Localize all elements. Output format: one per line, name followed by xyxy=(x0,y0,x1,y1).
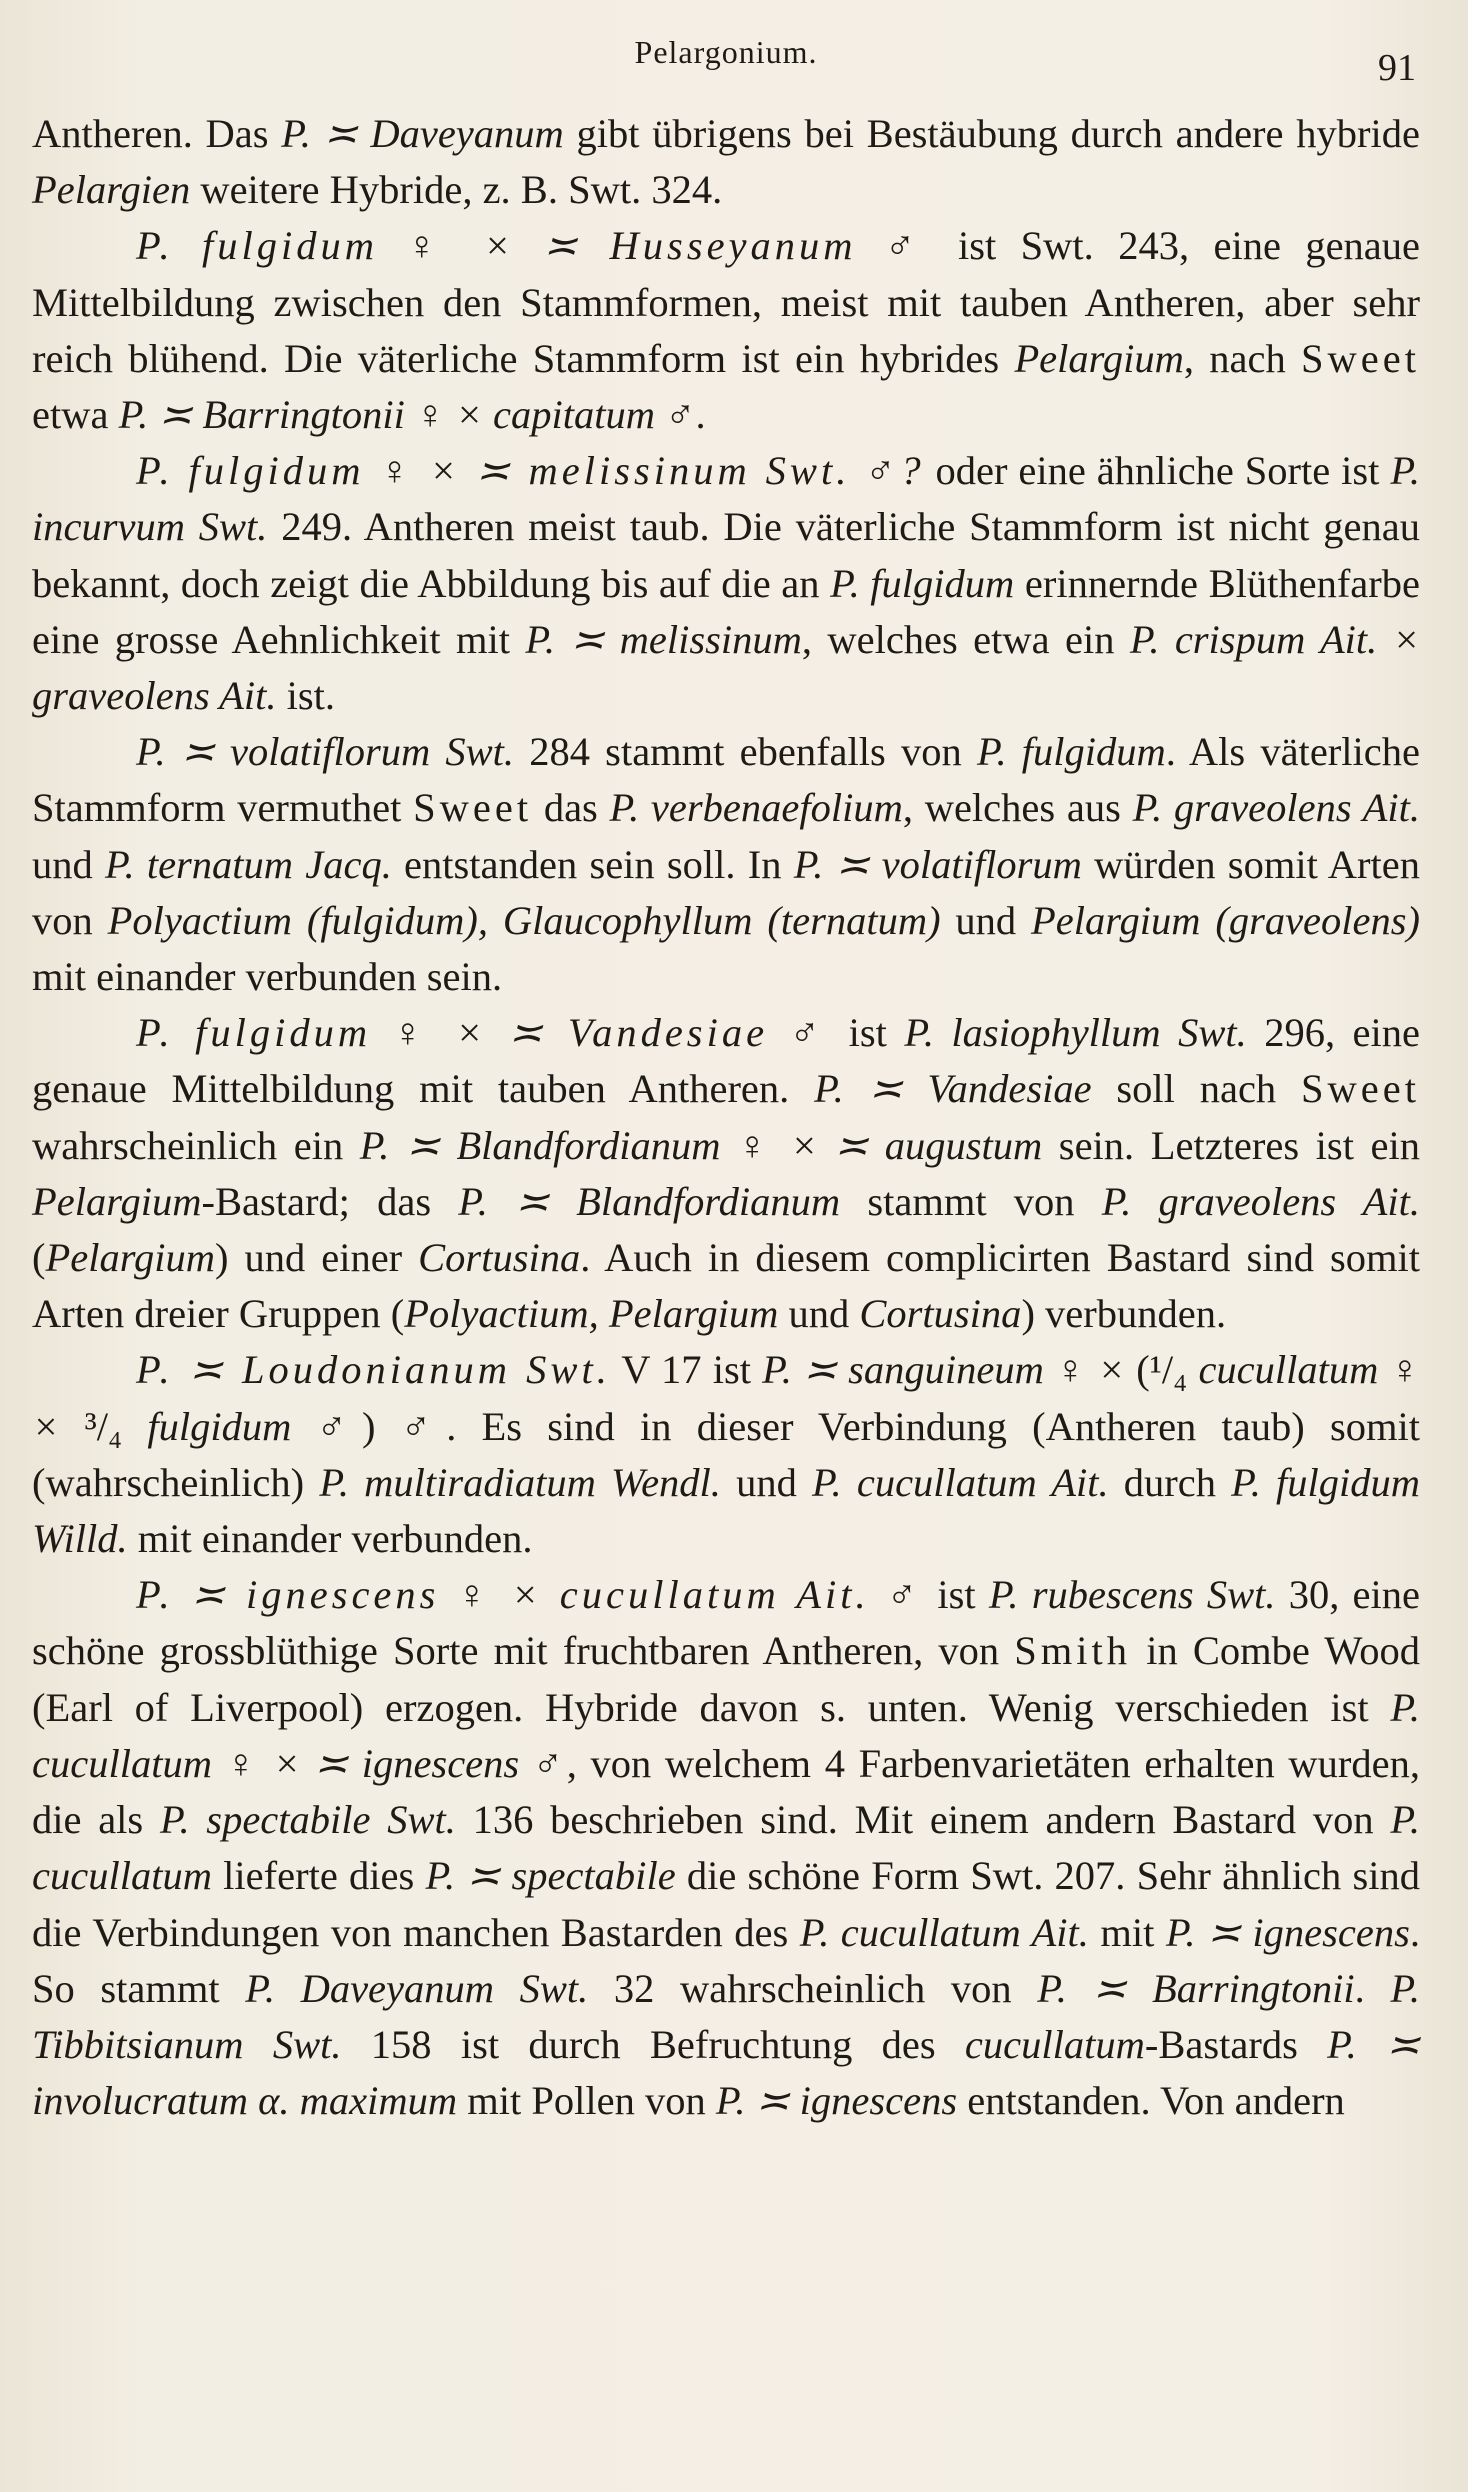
italic-text-segment: P. graveolens Ait. xyxy=(1101,1178,1420,1224)
text-segment: weitere Hybride, z. B. Swt. 324. xyxy=(190,167,723,213)
text-segment: erinnernde Blüthenfarbe eine grosse Aehnlichkeit mit xyxy=(32,560,1420,662)
text-segment: sein. Letzteres ist ein xyxy=(1042,1122,1420,1168)
page-header xyxy=(32,28,1420,106)
text-segment: Sweet xyxy=(1301,335,1420,381)
italic-text-segment: P. ≍ Daveyanum xyxy=(281,111,564,156)
text-segment: stammt von xyxy=(840,1178,1102,1224)
italic-text-segment: P. multiradiatum Wendl. xyxy=(319,1459,721,1505)
italic-text-segment: P. ≍ Vandesiae xyxy=(814,1066,1092,1112)
text-segment: ist Swt. 243, eine genaue Mittelbildung zwischen den Stammformen, meist mit tauben Antheren, aber sehr reich blühend. Die väterliche Stammform ist ein hybrides xyxy=(32,223,1420,381)
italic-text-segment: Pelargium xyxy=(32,1178,202,1224)
text-segment: Antheren. Das xyxy=(32,111,282,156)
italic-text-segment: P. fulgidum xyxy=(830,560,1015,606)
italic-text-segment: P. ≍ volatiflorum xyxy=(793,841,1082,887)
italic-text-segment: Polyactium, Pelargium xyxy=(404,1291,779,1337)
text-segment: durch xyxy=(1108,1459,1232,1505)
text-segment: 249. Antheren meist taub. Die väterliche Stammform ist nicht genau bekannt, doch zeigt die Abbildung bis auf die an xyxy=(32,504,1420,606)
text-segment: und xyxy=(720,1459,813,1505)
text-segment: und xyxy=(940,897,1032,943)
text-segment: ist. xyxy=(276,673,335,719)
text-segment: die schöne Form Swt. 207. Sehr ähnlich sind die Verbindungen von manchen Bastarden des xyxy=(32,1853,1420,1955)
text-segment: . xyxy=(1354,1965,1391,2011)
italic-text-segment: cucullatum ♀ × xyxy=(32,1347,1420,1449)
italic-text-segment: P. ternatum Jacq. xyxy=(104,841,392,887)
italic-text-segment: P. cucullatum Ait. xyxy=(799,1909,1089,1955)
italic-text-segment: P. ≍ melissinum xyxy=(525,616,802,662)
italic-text-segment: P. cucullatum xyxy=(32,1797,1421,1899)
text-segment: etwa xyxy=(32,392,119,438)
paragraph xyxy=(32,218,1420,443)
italic-text-segment: P. fulgidum ♀ × ≍ Vandesiae ♂ xyxy=(136,1010,832,1056)
text-segment: mit Pollen von xyxy=(457,2078,716,2124)
text-segment: -Bastards xyxy=(1144,2021,1328,2067)
text-segment: das xyxy=(532,785,610,831)
text-segment: -Bastard; das xyxy=(201,1178,459,1224)
text-segment: ) ♂. Es sind in dieser Verbindung (Antheren taub) somit (wahrscheinlich) xyxy=(32,1403,1420,1505)
italic-text-segment: P. ≍ ignescens xyxy=(1165,1909,1410,1955)
text-segment: Smith xyxy=(1014,1628,1132,1674)
text-segment: . So stammt xyxy=(32,1909,1420,2011)
italic-text-segment: P. ≍ Barringtonii ♀ × capitatum ♂ xyxy=(118,392,696,438)
italic-text-segment: P. cucullatum ♀ × ≍ ignescens ♂ xyxy=(32,1684,1420,1786)
running-title: Pelargonium. xyxy=(634,34,818,70)
text-segment: mit xyxy=(1088,1909,1166,1955)
italic-text-segment: P. incurvum Swt. xyxy=(32,448,1420,550)
text-segment: ) und einer xyxy=(214,1235,419,1281)
italic-text-segment: P. Tibbitsianum Swt. xyxy=(32,1965,1421,2067)
italic-text-segment: Pelargien xyxy=(32,167,191,213)
paragraph xyxy=(32,443,1420,724)
italic-text-segment: P. crispum Ait. × graveolens Ait. xyxy=(32,616,1420,719)
italic-text-segment: P. Daveyanum Swt. xyxy=(245,1965,589,2011)
paragraph xyxy=(32,106,1420,218)
italic-text-segment: P. ≍ ignescens xyxy=(715,2078,958,2124)
text-segment: Sweet xyxy=(1301,1066,1420,1112)
italic-text-segment: P. ≍ Barringtonii xyxy=(1037,1965,1355,2011)
text-segment: in Combe Wood (Earl of Liverpool) erzogen. Hybride davon s. unten. Wenig verschieden ist xyxy=(32,1628,1421,1730)
text-segment: und xyxy=(778,1291,860,1337)
text-segment: 158 ist durch Befruchtung des xyxy=(341,2021,965,2067)
paragraph xyxy=(32,1567,1420,2129)
italic-text-segment: P. lasiophyllum Swt. xyxy=(904,1010,1247,1056)
italic-text-segment: cucullatum xyxy=(964,2021,1145,2067)
paragraph xyxy=(32,1342,1420,1567)
text-segment: , von welchem 4 Farbenvarietäten erhalten wurden, die als xyxy=(32,1740,1421,1843)
text-segment: 136 beschrieben sind. Mit einem andern Bastard von xyxy=(455,1797,1391,1843)
text-segment: . xyxy=(695,392,706,438)
text-segment: ) verbunden. xyxy=(1021,1291,1227,1337)
text-segment: soll nach xyxy=(1091,1066,1302,1112)
italic-text-segment: Polyactium (fulgidum), Glaucophyllum (ternatum) xyxy=(107,897,941,943)
text-segment: mit einander verbunden sein. xyxy=(32,954,503,1000)
italic-text-segment: P. rubescens Swt. xyxy=(988,1572,1276,1618)
text-segment: und xyxy=(32,841,105,887)
italic-text-segment: P. fulgidum ♀ × ≍ Husseyanum ♂ xyxy=(136,223,934,269)
italic-text-segment: Pelargium xyxy=(1014,335,1184,381)
text-segment: lieferte dies xyxy=(211,1853,426,1899)
italic-text-segment: Pelargium xyxy=(45,1235,215,1281)
text-segment: oder eine ähnliche Sorte ist xyxy=(924,448,1391,494)
text-segment: Sweet xyxy=(413,785,533,831)
text-segment: 284 stammt ebenfalls von xyxy=(514,729,977,775)
text-segment: V 17 ist xyxy=(610,1347,763,1393)
text-segment: ³/₄ xyxy=(59,1403,148,1449)
text-segment: 32 wahrscheinlich von xyxy=(588,1965,1038,2011)
text-segment: , welches aus xyxy=(902,785,1133,831)
text-segment: . Als väterliche Stammform vermuthet xyxy=(32,729,1420,831)
text-segment: 30, eine schöne grossblüthige Sorte mit fruchtbaren Antheren, von xyxy=(32,1572,1421,1674)
page-number: 91 xyxy=(1378,47,1416,89)
text-segment: ist xyxy=(831,1010,905,1056)
text-segment: ( xyxy=(32,1235,46,1281)
italic-text-segment: P. fulgidum xyxy=(976,729,1166,775)
italic-text-segment: P. ≍ Blandfordianum ♀ × ≍ augustum xyxy=(359,1122,1043,1168)
italic-text-segment: P. ≍ ignescens ♀ × cucullatum Ait. ♂ xyxy=(136,1572,925,1618)
text-segment: ist xyxy=(924,1572,989,1618)
italic-text-segment: Cortusina xyxy=(859,1291,1022,1337)
italic-text-segment: P. verbenaefolium xyxy=(609,785,903,831)
text-segment: . Auch in diesem complicirten Bastard sind somit Arten dreier Gruppen ( xyxy=(32,1235,1420,1337)
italic-text-segment: P. graveolens Ait. xyxy=(1132,785,1420,831)
text-segment: , nach xyxy=(1183,335,1302,381)
italic-text-segment: P. fulgidum ♀ × ≍ melissinum Swt. ♂? xyxy=(136,448,925,494)
text-segment: würden somit Arten von xyxy=(32,841,1421,943)
text-segment: mit einander verbunden. xyxy=(127,1516,533,1562)
text-segment: 296, eine genaue Mittelbildung mit tauben Antheren. xyxy=(32,1010,1420,1112)
italic-text-segment: P. cucullatum Ait. xyxy=(812,1459,1109,1505)
italic-text-segment: P. ≍ sanguineum ♀ × xyxy=(762,1347,1126,1393)
italic-text-segment: P. ≍ involucratum α. maximum xyxy=(32,2021,1421,2124)
italic-text-segment: P. ≍ Blandfordianum xyxy=(458,1178,841,1224)
italic-text-segment: P. fulgidum Willd. xyxy=(32,1459,1420,1562)
body-text xyxy=(32,106,1420,2129)
text-segment: , welches etwa ein xyxy=(801,616,1130,662)
italic-text-segment: P. spectabile Swt. xyxy=(159,1797,456,1843)
paragraph xyxy=(32,724,1420,1005)
italic-text-segment: P. ≍ spectabile xyxy=(425,1853,676,1899)
text-segment: wahrscheinlich ein xyxy=(32,1122,360,1168)
italic-text-segment: P. ≍ volatiflorum Swt. xyxy=(136,729,515,775)
paragraph xyxy=(32,1005,1420,1342)
text-segment: entstanden sein soll. In xyxy=(391,841,794,887)
italic-text-segment: P. ≍ Loudonianum Swt. xyxy=(136,1347,611,1393)
text-segment: gibt übrigens bei Bestäubung durch andere hybride xyxy=(563,111,1420,156)
text-segment: (¹/₄ xyxy=(1125,1347,1199,1393)
italic-text-segment: fulgidum ♂ xyxy=(147,1403,363,1449)
italic-text-segment: Cortusina xyxy=(418,1235,581,1281)
italic-text-segment: Pelargium (graveolens) xyxy=(1031,897,1421,943)
text-segment: entstanden. Von andern xyxy=(957,2078,1345,2124)
